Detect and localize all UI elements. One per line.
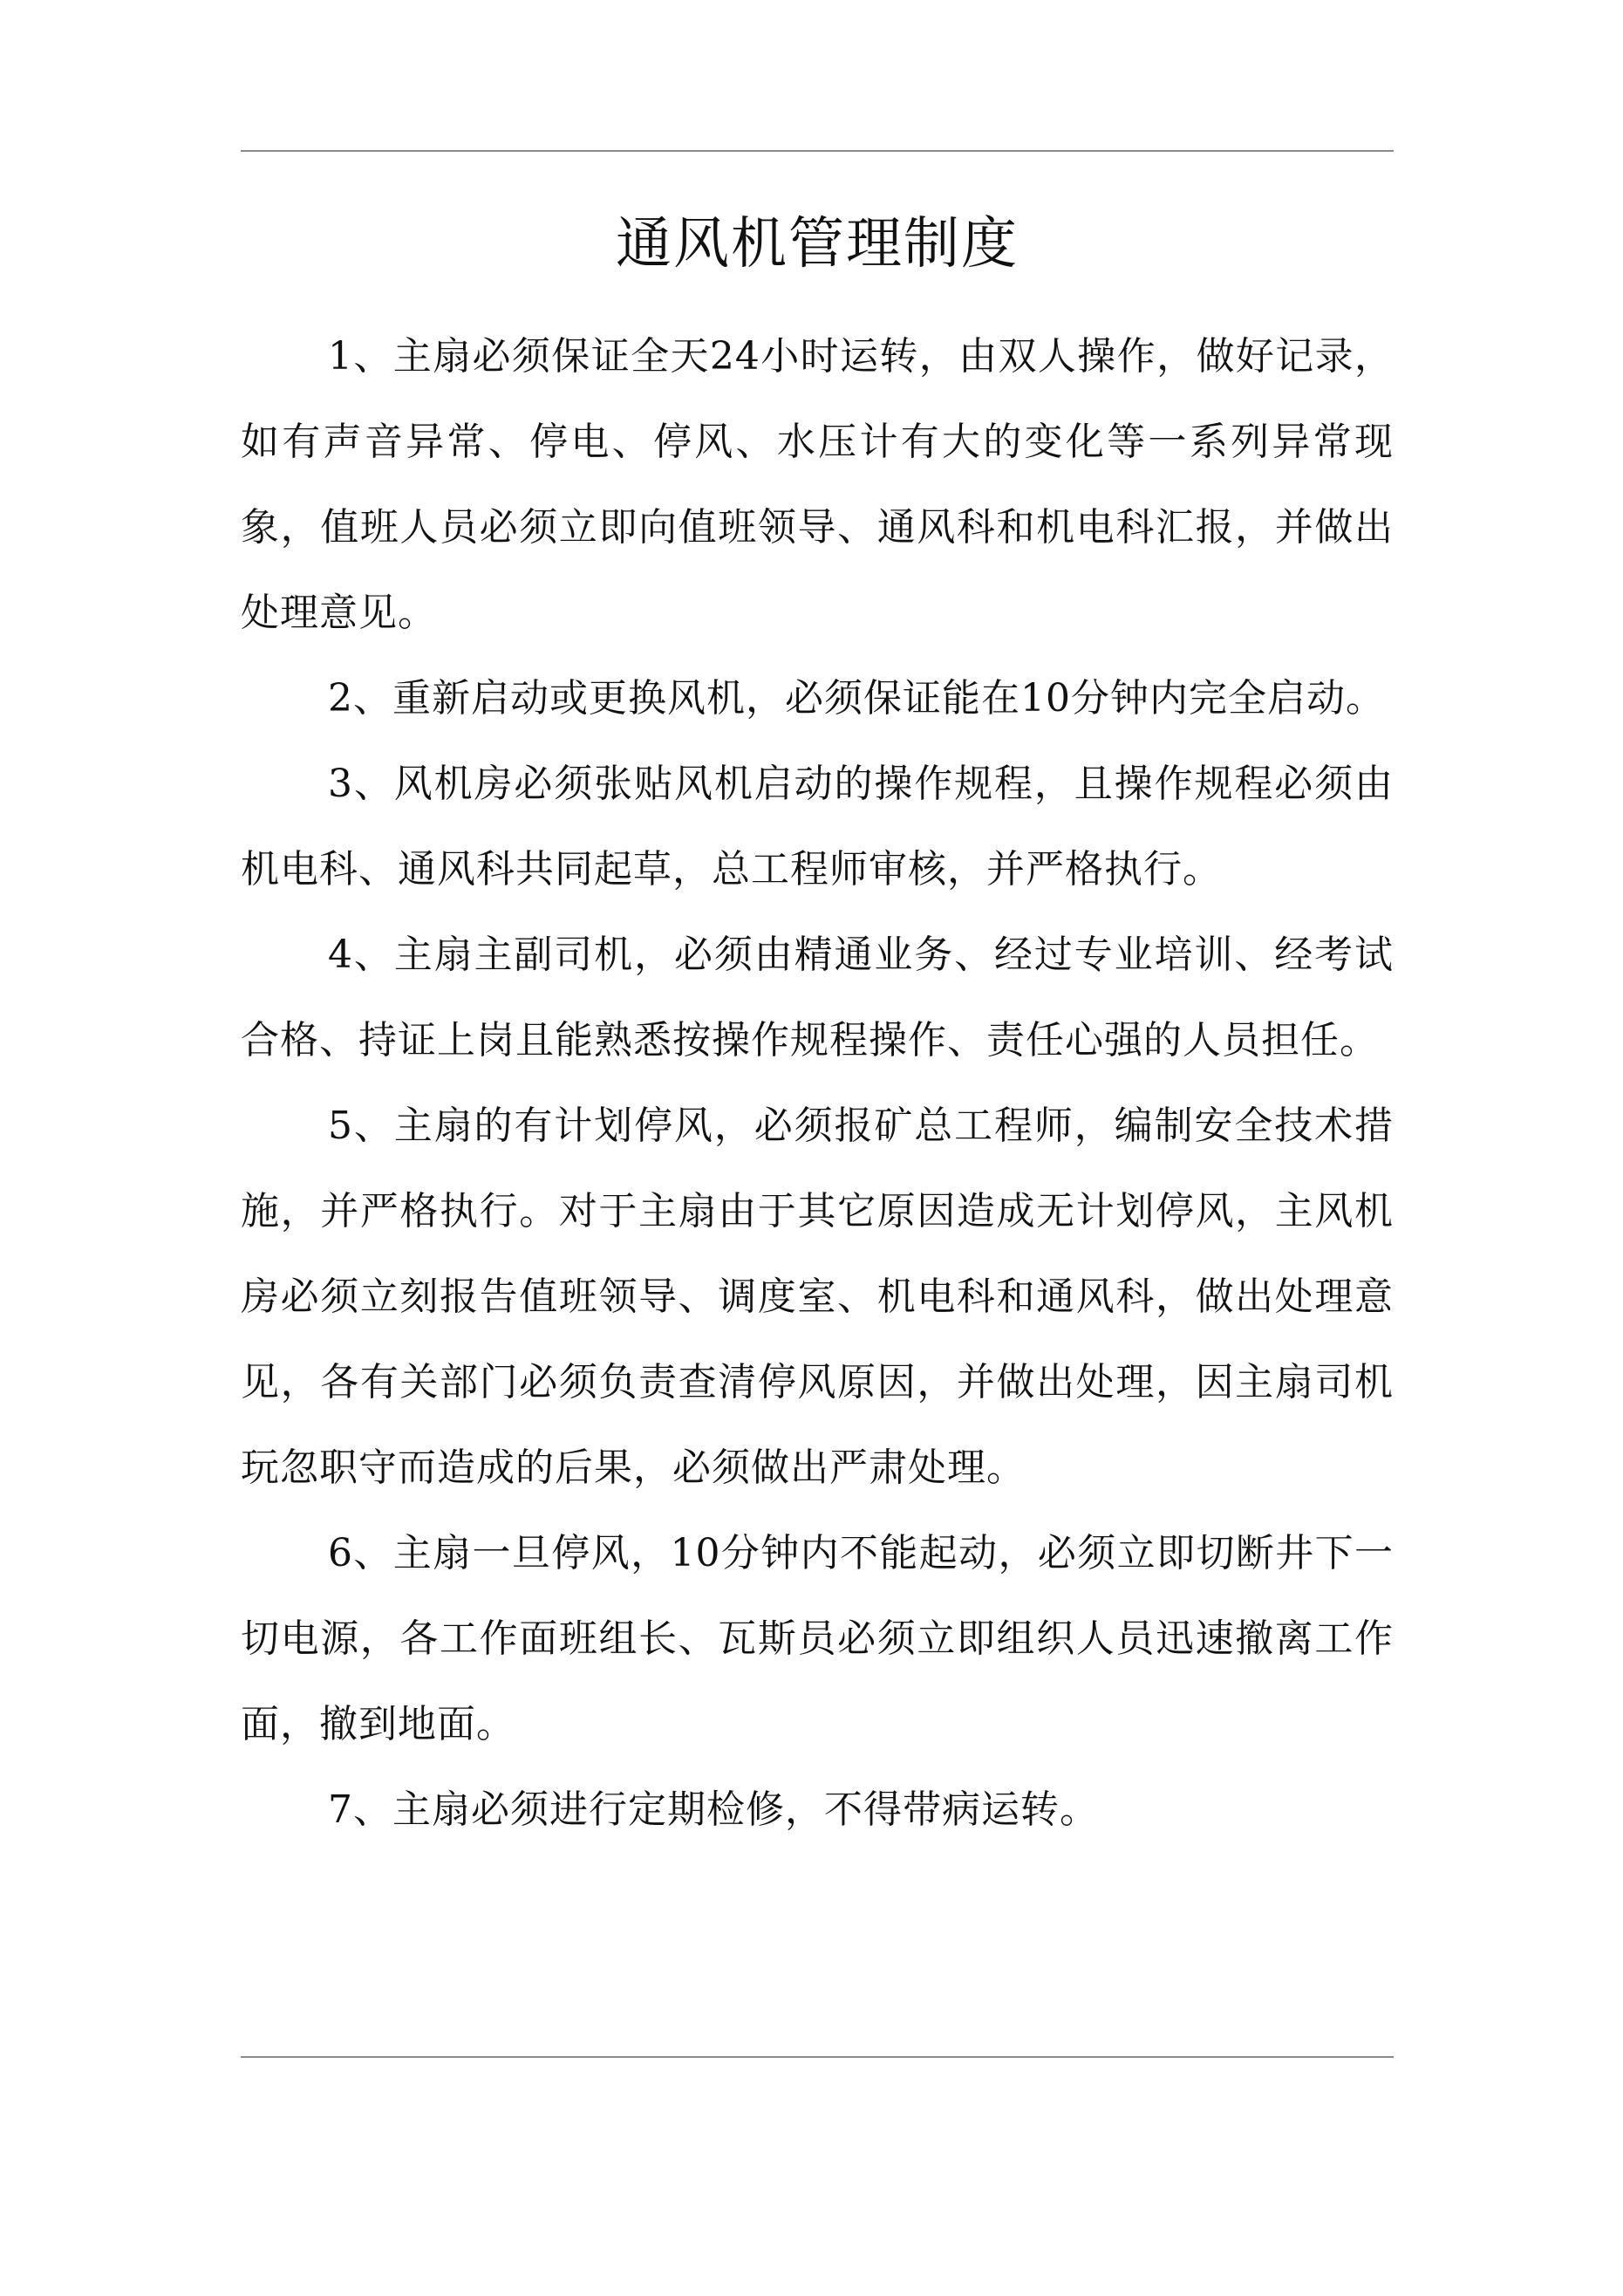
- footer-divider: [241, 2056, 1394, 2058]
- paragraph-4: 4、主扇主副司机，必须由精通业务、经过专业培训、经考试合格、持证上岗且能熟悉按操作规程操作、责任心强的人员担任。: [241, 933, 1394, 1063]
- paragraph-6: 6、主扇一旦停风，10分钟内不能起动，必须立即切断井下一切电源，各工作面班组长、瓦斯员必须立即组织人员迅速撤离工作面，撤到地面。: [241, 1531, 1394, 1746]
- paragraph-1: 1、主扇必须保证全天24小时运转，由双人操作，做好记录，如有声音异常、停电、停风、水压计有大的变化等一系列异常现象，值班人员必须立即向值班领导、通风科和机电科汇报，并做出处理意见。: [241, 334, 1394, 635]
- document-title: 通风机管理制度: [616, 212, 1019, 277]
- header-divider: [241, 150, 1394, 152]
- paragraph-5: 5、主扇的有计划停风，必须报矿总工程师，编制安全技术措施，并严格执行。对于主扇由于其它原因造成无计划停风，主风机房必须立刻报告值班领导、调度室、机电科和通风科，做出处理意见，各有关部门必须负责查清停风原因，并做出处理，因主扇司机玩忽职守而造成的后果，必须做出严肃处理。: [241, 1104, 1394, 1490]
- paragraph-3: 3、风机房必须张贴风机启动的操作规程，且操作规程必须由机电科、通风科共同起草，总工程师审核，并严格执行。: [241, 762, 1394, 892]
- document-body: [241, 314, 1394, 1853]
- paragraph-7: 7、主扇必须进行定期检修，不得带病运转。: [328, 1787, 1099, 1832]
- paragraph-2: 2、重新启动或更换风机，必须保证能在10分钟内完全启动。: [328, 676, 1385, 721]
